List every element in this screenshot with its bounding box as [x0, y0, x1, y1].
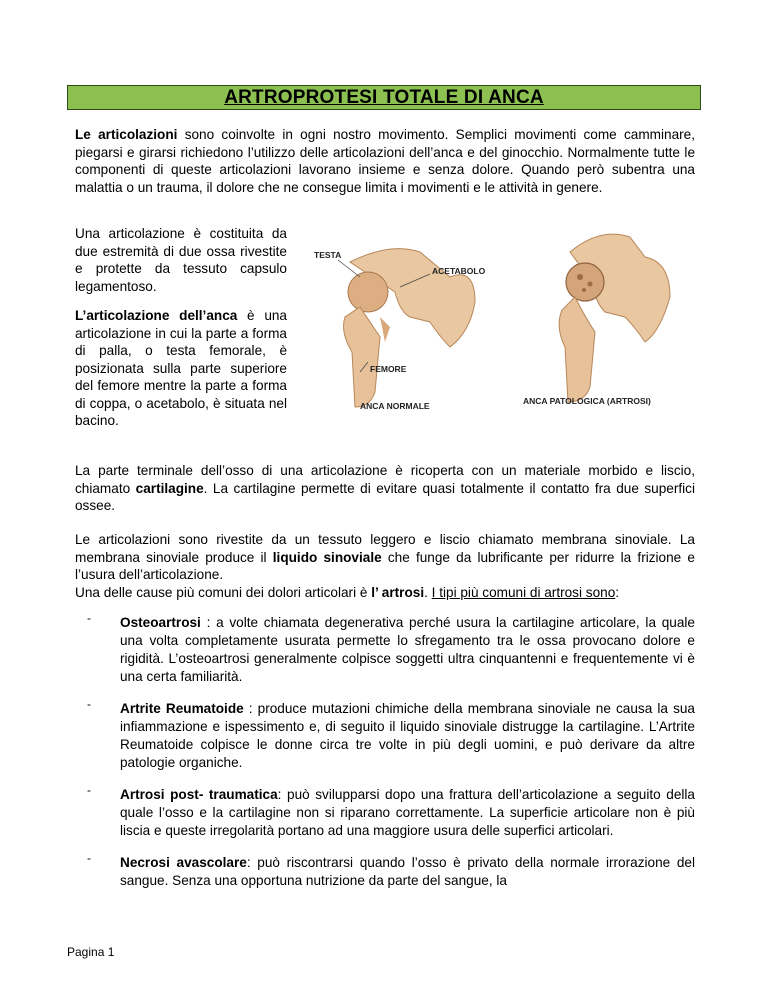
hip-anatomy-figure — [300, 222, 695, 417]
cartilage-bold: cartilagine — [135, 480, 204, 496]
causes-bold: l’ artrosi — [371, 585, 425, 600]
list-item-text: : a volte chiamata degenerativa perché usura la cartilagine articolare, la quale una volta completamente usurata permette lo sfregamento tra le ossa provocano dolore e rigidità. L’osteoartrosi generalmente colpisce soggetti ultra cinquantenni e frequentemente vi è una certa familiarità. — [120, 615, 695, 684]
list-dash: - — [87, 851, 91, 865]
intro-paragraph — [75, 126, 695, 196]
list-item-text: : può svilupparsi dopo una frattura dell’articolazione a seguito della quale l’osso e la cartilagine non si riparano correttamente. La superficie articolare non è più liscia e queste irregolarità portano ad una maggiore usura delle superfici articolari. — [120, 787, 695, 838]
list-item — [87, 697, 695, 772]
hip-definition — [75, 307, 287, 430]
synovial-pre: Le articolazioni sono rivestite da un tessuto leggero e liscio chiamato membrana sinoviale. La membrana sinoviale produce il — [75, 532, 695, 565]
causes-mid: . — [424, 585, 432, 600]
caption-normal: ANCA NORMALE — [360, 401, 430, 411]
hip-definition-bold: L’articolazione dell’anca — [75, 308, 238, 323]
joint-definition — [75, 225, 287, 295]
joint-definition-text: Una articolazione è costituita da due estremità di due ossa rivestite e protette da tessuto capsulo legamentoso. — [75, 226, 287, 294]
list-dash: - — [87, 697, 91, 711]
title-banner — [67, 85, 701, 110]
list-item — [87, 851, 695, 890]
causes-pre: Una delle cause più comuni dei dolori articolari è — [75, 585, 372, 600]
caption-pathologic: ANCA PATOLOGICA (ARTROSI) — [523, 396, 651, 406]
list-item-text: : produce mutazioni chimiche della membrana sinoviale ne causa la sua infiammazione e ispessimento e, di seguito il liquido sinoviale distrugge la cartilagine. L’Artrite Reumatoide colpisce le donne circa tre volte in più degli uomini, e può derivare da altre patologie organiche. — [120, 701, 695, 770]
pathologic-hip-illustration — [559, 234, 670, 402]
intro-bold: Le articolazioni — [75, 127, 178, 142]
hip-definition-text: è una articolazione in cui la parte a forma di palla, o testa femorale, è posizionata sulla parte superiore del femore mentre la parte a forma di coppa, o acetabolo, è situata nel bacino. — [75, 308, 287, 428]
list-item-title: Artrite Reumatoide — [120, 701, 244, 716]
list-item-text: : può riscontrarsi quando l’osso è privato della normale irrorazione del sangue. Senza una opportuna nutrizione da parte del sangue, la — [120, 855, 695, 888]
cartilage-paragraph — [75, 462, 695, 515]
causes-paragraph — [75, 584, 695, 602]
list-dash: - — [87, 783, 91, 797]
synovial-post: che funge da lubrificante per ridurre la frizione e l’usura dell’articolazione. — [75, 549, 695, 582]
synovial-bold: liquido sinoviale — [272, 549, 382, 565]
list-item-title: Necrosi avascolare — [120, 855, 247, 870]
list-item — [87, 783, 695, 840]
list-item — [87, 611, 695, 686]
causes-underline: I tipi più comuni di artrosi sono — [431, 585, 616, 600]
list-dash: - — [87, 611, 91, 625]
list-item-title: Artrosi post- traumatica — [120, 787, 278, 802]
cartilage-pre: La parte terminale dell’osso di una articolazione è ricoperta con un materiale morbido e liscio, chiamato — [75, 463, 695, 496]
page-footer: Pagina 1 — [67, 945, 115, 959]
list-item-title: Osteoartrosi — [120, 615, 201, 630]
page-title: ARTROPROTESI TOTALE DI ANCA — [224, 87, 544, 108]
intro-text: sono coinvolte in ogni nostro movimento. Semplici movimenti come camminare, piegarsi e girarsi richiedono l’utilizzo delle articolazioni dell’anca e del ginocchio. Normalmente tutte le componenti di queste articolazioni lavorano insieme e senza dolore. Quando però subentra una malattia o un trauma, il dolore che ne consegue limita i movimenti e le attività in genere. — [75, 127, 696, 195]
label-acetabolo: ACETABOLO — [432, 266, 486, 276]
arthrosis-types-list — [87, 611, 695, 904]
label-femore: FEMORE — [370, 364, 407, 374]
label-testa: TESTA — [314, 250, 342, 260]
synovial-paragraph — [75, 531, 695, 584]
causes-post: : — [615, 585, 620, 600]
cartilage-post: . La cartilagine permette di evitare quasi totalmente il contatto fra due superfici ossee. — [75, 480, 696, 513]
